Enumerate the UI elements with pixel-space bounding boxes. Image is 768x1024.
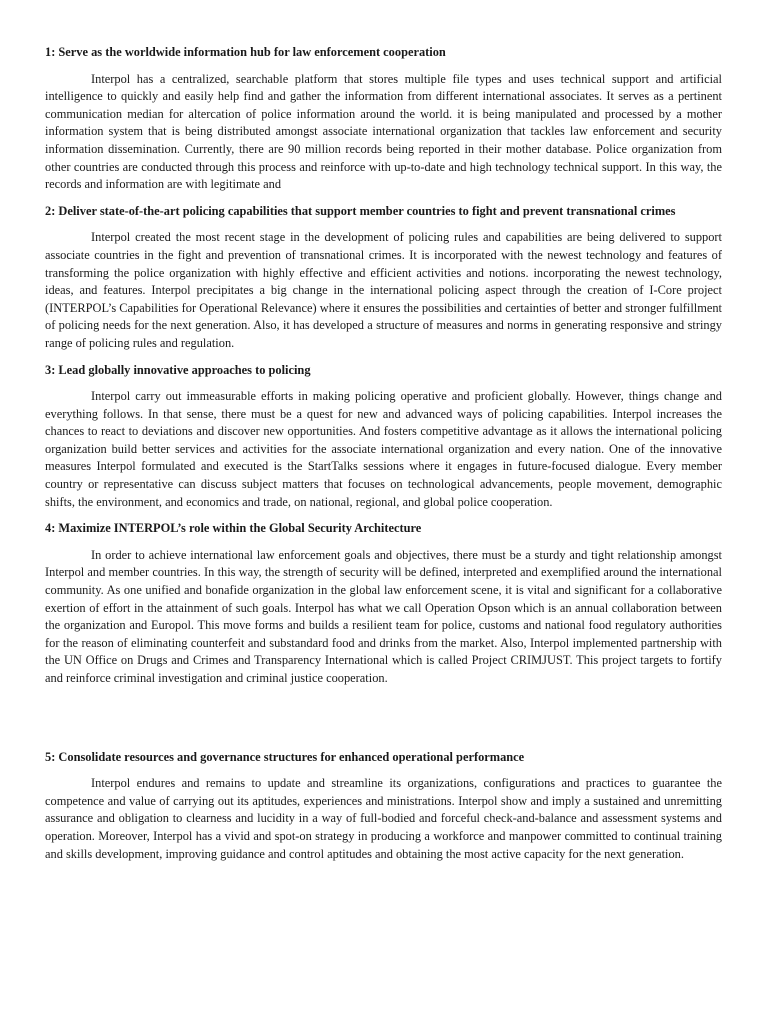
section-paragraph: Interpol endures and remains to update and streamline its organizations, configurations and practices to guarantee the competence and value of carrying out its aptitudes, experiences and ministrations. Interpol show and imply a sustained and unremitting assurance and obligation to clearness and lucidity in a way of full-bodied and forceful check-and-balance and assessment systems and operation. Moreover, Interpol has a vivid and spot-on strategy in producing a workforce and manpower committed to continual training and skills development, improving guidance and control aptitudes and obtaining the most active capacity for the next generation. [45,776,722,861]
section-2 [45,203,722,353]
section-heading: 5: Consolidate resources and governance structures for enhanced operational performance [45,749,525,764]
section-5 [45,749,722,864]
document-page [45,44,722,872]
section-paragraph: Interpol carry out immeasurable efforts in making policing operative and proficient globally. However, things change and everything follows. In that sense, there must be a quest for new and advanced ways of policing capabilities. Interpol increases the chances to react to deviations and discover new opportunities. And fosters competitive advantage as it allows the international policing organization build better services and activities for the associate international organization and every nation. One of the innovative measures Interpol formulated and executed is the StartTalks sessions where it engages in future-focused dialogue. Every member country or representative can discuss subject matters that focuses on technological advancements, people movement, demographic shifts, the environment, and economics and trade, on national, regional, and global police cooperation. [45,389,722,509]
section-heading: 3: Lead globally innovative approaches to policing [45,362,311,377]
section-paragraph: Interpol has a centralized, searchable platform that stores multiple file types and uses technical support and artificial intelligence to quickly and easily help find and gather the information from different international associates. It serves as a pertinent communication median for altercation of police information around the world. it is being manipulated and processed by a mother information system that is being distributed amongst associate international organization that tackles law enforcement and security information dissemination. Currently, there are 90 million records being reported in their mother database. Police organization from other countries are conducted through this process and reinforce with up-to-date and high technology technical support. In this way, the records and information are with legitimate and [45,71,722,192]
section-heading: 2: Deliver state-of-the-art policing capabilities that support member countries to fight and prevent transnational crimes [45,203,676,218]
blank-space [45,697,722,749]
section-3 [45,362,722,512]
section-1 [45,44,722,194]
section-4 [45,520,722,687]
section-heading: 1: Serve as the worldwide information hub for law enforcement cooperation [45,45,446,59]
section-paragraph: In order to achieve international law enforcement goals and objectives, there must be a sturdy and tight relationship amongst Interpol and member countries. In this way, the strength of security will be defined, interpreted and exemplified around the international community. As one unified and bonafide organization in the global law enforcement scene, it is vital and significant for a collaborative exertion of effort in the attainment of such goals. Interpol has what we call Operation Opson which is an annual collaboration between the organization and Europol. This move forms and builds a resilient team for police, customs and national food regulatory authorities for the reason of eliminating counterfeit and substandard food and drinks from the market. Also, Interpol implemented partnership with the UN Office on Drugs and Crimes and Transparency International which is called Project CRIMJUST. This project targets to fortify and reinforce criminal investigation and criminal justice cooperation. [45,547,722,685]
section-heading: 4: Maximize INTERPOL’s role within the Global Security Architecture [45,521,422,536]
section-paragraph: Interpol created the most recent stage in the development of policing rules and capabilities are being delivered to support associate countries in the fight and prevention of transnational crimes. It is incorporated with the newest technology and features of transforming the police organization with highly effective and efficient activities and notions. incorporating the newest technology, ideas, and features. Interpol precipitates a big change in the international policing aspect through the creation of I-Core project (INTERPOL’s Capabilities for Operational Relevance) where it ensures the possibilities and certainties of better and stronger fulfillment of policing needs for the next generation. Also, it has developed a structure of measures and norms in generating responsive and stringy range of policing rules and regulation. [45,230,722,350]
